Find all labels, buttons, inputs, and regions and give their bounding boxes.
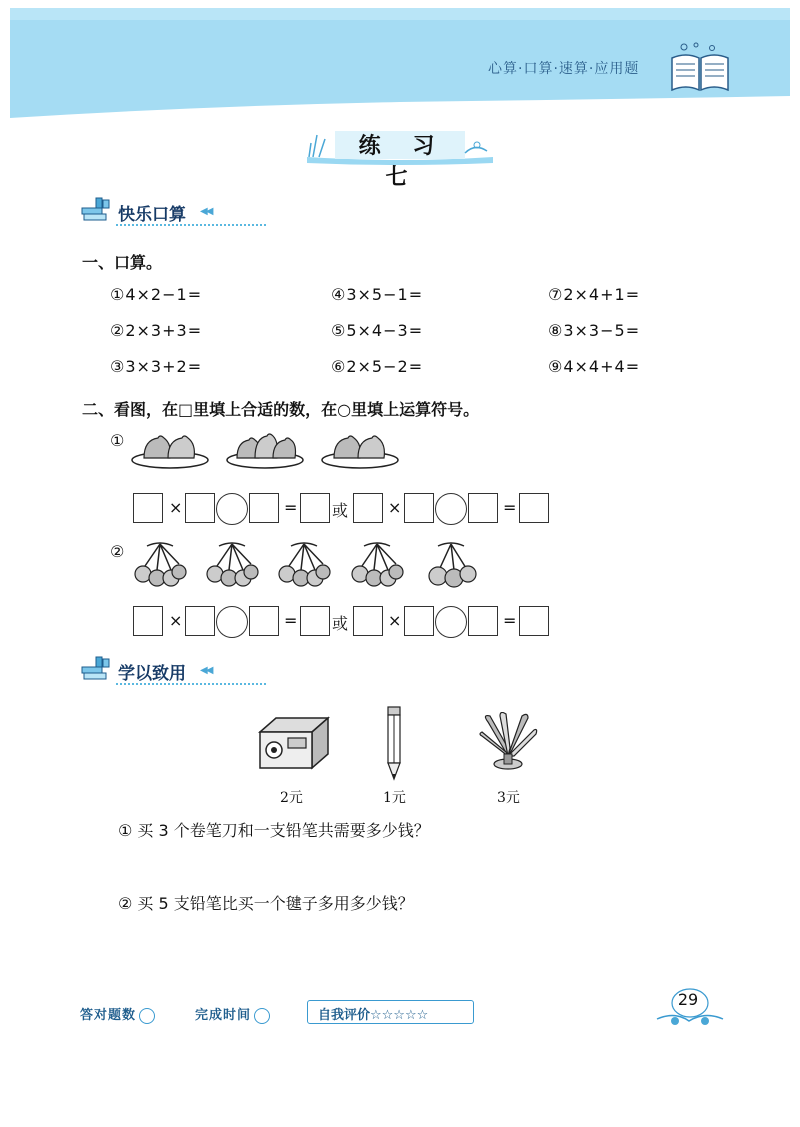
sharpener-price: 2元 xyxy=(280,790,303,806)
equals-sign: = xyxy=(503,498,517,517)
footer-time-done-label: 完成时间 xyxy=(195,1008,252,1023)
answer-box[interactable] xyxy=(404,606,434,636)
figure-2-label: ② xyxy=(110,542,125,561)
double-arrow-icon: ◀◀ xyxy=(200,206,212,217)
operator-circle[interactable] xyxy=(435,606,467,638)
or-text: 或 xyxy=(332,501,349,520)
times-sign: × xyxy=(169,611,183,630)
calc-item: ⑨4×4+4= xyxy=(548,357,641,376)
equals-sign: = xyxy=(503,611,517,630)
answer-box[interactable] xyxy=(468,606,498,636)
or-text: 或 xyxy=(332,614,349,633)
figure-1-label: ① xyxy=(110,431,125,450)
answer-box[interactable] xyxy=(300,493,330,523)
calc-item: ③3×3+2= xyxy=(110,357,203,376)
footer-correct-count xyxy=(80,1004,155,1024)
open-book-icon xyxy=(668,40,732,96)
calc-item: ⑤5×4−3= xyxy=(331,321,424,340)
cherry-bunch-icon xyxy=(277,540,331,588)
question-2-title: 二、看图，在□里填上合适的数，在○里填上运算符号。 xyxy=(82,400,480,419)
pencil-sharpener-icon xyxy=(254,712,334,772)
equals-sign: = xyxy=(284,498,298,517)
answer-box[interactable] xyxy=(353,493,383,523)
answer-box[interactable] xyxy=(133,606,163,636)
calc-item: ①4×2−1= xyxy=(110,285,203,304)
operator-circle[interactable] xyxy=(216,606,248,638)
answer-box[interactable] xyxy=(353,606,383,636)
page-title: 练 习 七 xyxy=(358,134,447,190)
smiley-icon xyxy=(254,1008,270,1024)
answer-box[interactable] xyxy=(404,493,434,523)
self-evaluation-box xyxy=(307,1000,474,1024)
footer-correct-count-label: 答对题数 xyxy=(80,1008,137,1023)
times-sign: × xyxy=(388,498,402,517)
plate-with-peaches-icon xyxy=(320,430,400,470)
answer-box[interactable] xyxy=(249,493,279,523)
answer-box[interactable] xyxy=(468,493,498,523)
cherry-bunch-icon xyxy=(350,540,404,588)
header-series-text: 心算·口算·速算·应用题 xyxy=(488,61,640,77)
calc-item: ②2×3+3= xyxy=(110,321,203,340)
equation-row-2 xyxy=(133,606,553,638)
equals-sign: = xyxy=(284,611,298,630)
word-problem: ① 买 3 个卷笔刀和一支铅笔共需要多少钱？ xyxy=(118,821,430,840)
shuttlecock-price: 3元 xyxy=(497,790,520,806)
page-number: 29 xyxy=(677,990,699,1009)
calc-item: ⑦2×4+1= xyxy=(548,285,641,304)
cherry-bunch-icon xyxy=(133,540,187,588)
self-evaluation-label: 自我评价☆☆☆☆☆ xyxy=(318,1008,429,1023)
plate-with-peaches-icon xyxy=(225,430,305,470)
plate-with-peaches-icon xyxy=(130,430,210,470)
answer-box[interactable] xyxy=(249,606,279,636)
calc-item: ⑥2×5−2= xyxy=(331,357,424,376)
section-label: 快乐口算 xyxy=(118,205,186,225)
books-icon xyxy=(80,655,114,685)
calc-item: ④3×5−1= xyxy=(331,285,424,304)
word-problem: ② 买 5 支铅笔比买一个毽子多用多少钱？ xyxy=(118,894,414,913)
answer-box[interactable] xyxy=(185,493,215,523)
footer-time-done xyxy=(195,1004,270,1024)
equation-row-1 xyxy=(133,493,553,525)
smiley-icon xyxy=(139,1008,155,1024)
answer-box[interactable] xyxy=(300,606,330,636)
section-label: 学以致用 xyxy=(118,664,186,684)
books-icon xyxy=(80,196,114,226)
answer-box[interactable] xyxy=(133,493,163,523)
question-1-title: 一、口算。 xyxy=(82,253,163,272)
pencil-icon xyxy=(384,705,404,781)
operator-circle[interactable] xyxy=(435,493,467,525)
section-underline xyxy=(116,683,266,685)
times-sign: × xyxy=(388,611,402,630)
answer-box[interactable] xyxy=(519,493,549,523)
cherry-bunch-icon xyxy=(205,540,259,588)
section-underline xyxy=(116,224,266,226)
shuttlecock-icon xyxy=(478,712,538,774)
calc-item: ⑧3×3−5= xyxy=(548,321,641,340)
cherry-bunch-icon xyxy=(424,540,478,588)
answer-box[interactable] xyxy=(519,606,549,636)
pencil-price: 1元 xyxy=(383,790,406,806)
times-sign: × xyxy=(169,498,183,517)
answer-box[interactable] xyxy=(185,606,215,636)
operator-circle[interactable] xyxy=(216,493,248,525)
double-arrow-icon: ◀◀ xyxy=(200,665,212,676)
